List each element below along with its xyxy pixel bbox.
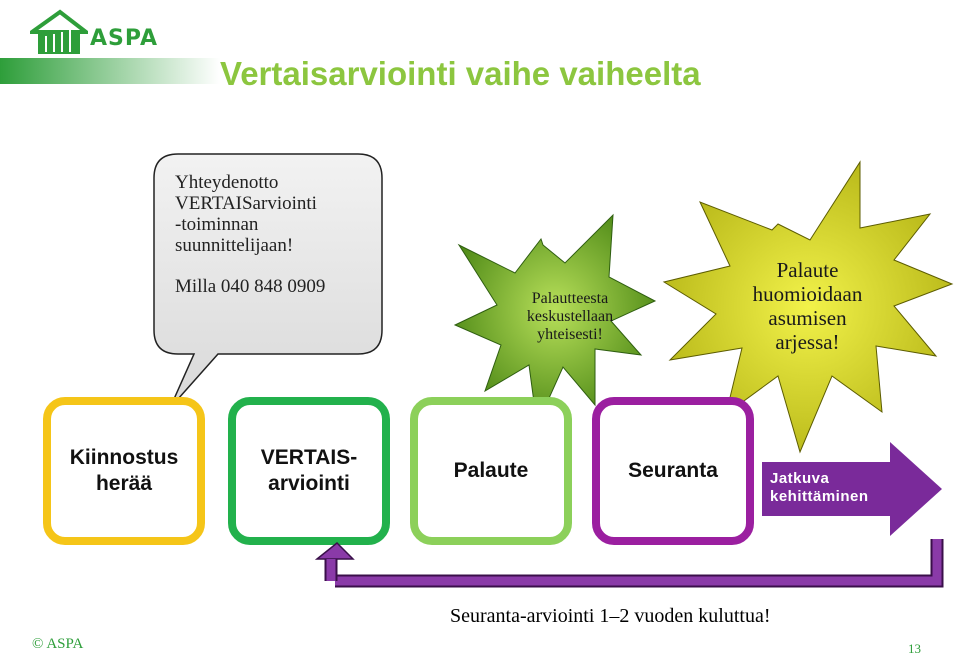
burst-line: Palautteesta — [531, 290, 609, 307]
followup-note: Seuranta-arviointi 1–2 vuoden kuluttua! — [450, 605, 771, 627]
page-number: 13 — [908, 641, 921, 656]
burst-line: huomioidaan — [752, 282, 863, 306]
callout-line: suunnittelijaan! — [175, 235, 294, 256]
copyright: © ASPA — [32, 636, 84, 652]
step-label: herää — [95, 472, 153, 495]
arrow-label — [770, 470, 910, 506]
burst-line: yhteisesti! — [537, 326, 603, 343]
callout-line: VERTAISarviointi — [175, 193, 317, 214]
burst-line: asumisen — [768, 306, 847, 330]
burst-line: keskustellaan — [526, 308, 614, 325]
step-label: Palaute — [453, 459, 529, 482]
arrow-line: kehittäminen — [770, 488, 869, 505]
burst-line: Palaute — [776, 258, 839, 282]
callout-line: Yhteydenotto — [175, 172, 279, 193]
burst-green-text — [500, 290, 640, 344]
burst-yellow-text — [725, 258, 890, 354]
step-label: VERTAIS- — [260, 446, 358, 469]
step-label: Seuranta — [628, 459, 718, 482]
header-band — [0, 58, 220, 84]
step-palaute — [410, 397, 572, 545]
callout-text — [175, 172, 375, 297]
aspa-logo-icon — [30, 6, 88, 56]
loop-arrow-icon — [315, 535, 945, 595]
step-label: arviointi — [268, 472, 350, 495]
step-seuranta — [592, 397, 754, 545]
callout-line: -toiminnan — [175, 214, 259, 235]
arrow-line: Jatkuva — [770, 470, 830, 487]
step-label: Kiinnostus — [69, 446, 179, 469]
logo-text: ASPA — [90, 26, 159, 51]
page-title: Vertaisarviointi vaihe vaiheelta — [220, 55, 701, 92]
step-vertaisarviointi — [228, 397, 390, 545]
burst-line: arjessa! — [775, 330, 840, 354]
callout-phone: Milla 040 848 0909 — [175, 276, 326, 297]
step-kiinnostus — [43, 397, 205, 545]
